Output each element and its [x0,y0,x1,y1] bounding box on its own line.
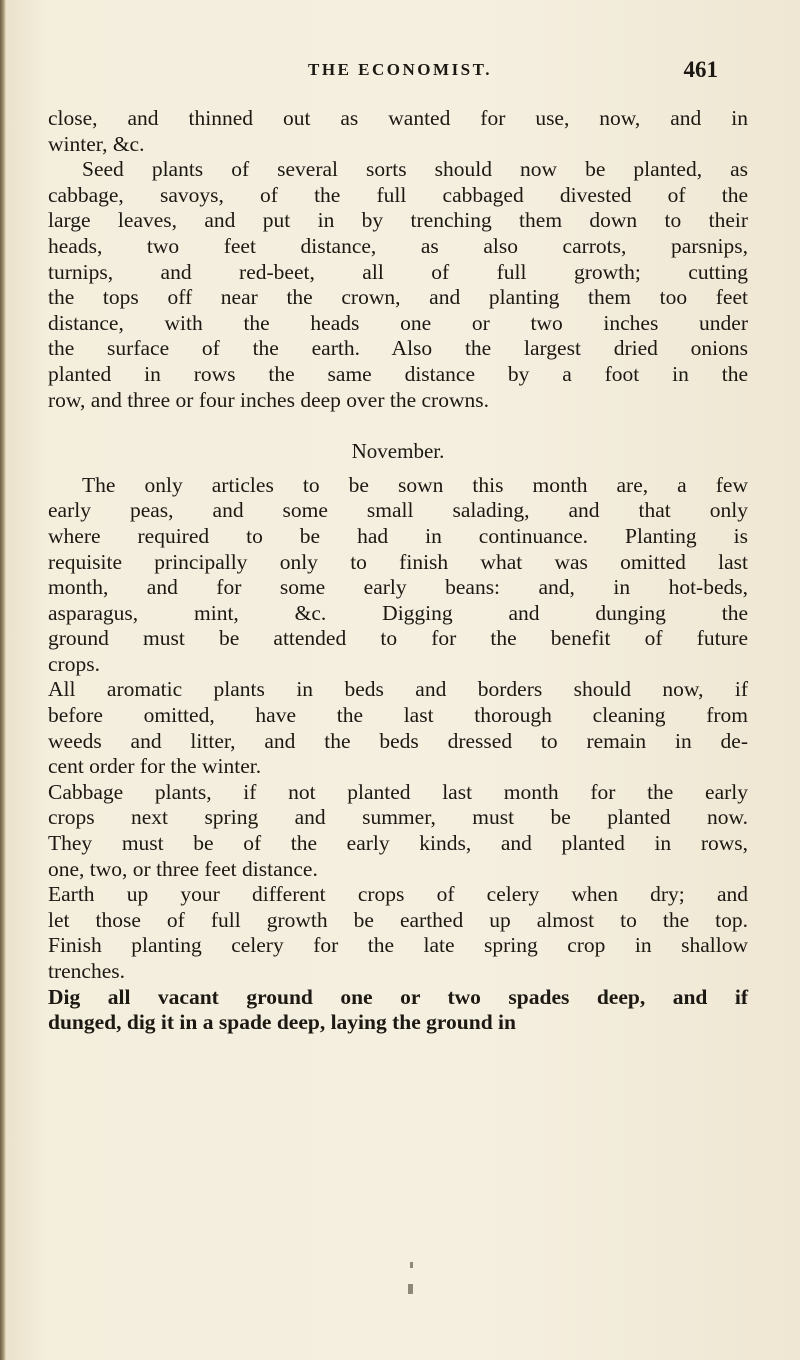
binding-edge [0,0,6,1360]
text-line: asparagus, mint, &c. Digging and dunging the [48,600,748,625]
body-text [48,106,748,1036]
text-line: cent order for the winter. [48,754,262,779]
text-line: large leaves, and put in by trenching them down to their [48,208,748,233]
page-header [0,57,800,90]
text-line: turnips, and red-beet, all of full growth; cutting [48,259,748,284]
text-line: Seed plants of several sorts should now be planted, as [82,157,748,182]
text-line: crops next spring and summer, must be planted now. [48,805,748,830]
running-head: THE ECONOMIST. [308,60,492,79]
page-number: 461 [683,57,718,82]
text-line: heads, two feet distance, as also carrots, parsnips, [48,233,748,258]
text-line: trenches. [48,959,126,983]
section-heading: November. [351,439,445,464]
text-line: winter, &c. [48,131,145,156]
text-line: close, and thinned out as wanted for use, now, and in [48,106,748,130]
text-line: one, two, or three feet distance. [48,856,318,881]
text-line: row, and three or four inches deep over the crowns. [48,387,489,412]
text-line: Dig all vacant ground one or two spades deep, and if [48,984,748,1009]
ink-speck [410,1262,413,1268]
text-line: The only articles to be sown this month are, a few [82,472,748,497]
text-line: the surface of the earth. Also the largest dried onions [48,336,748,361]
text-line: Cabbage plants, if not planted last month for the early [48,779,748,804]
text-line: dunged, dig it in a spade deep, laying the ground in [48,1010,516,1035]
text-line: All aromatic plants in beds and borders should now, if [48,677,748,702]
text-line: let those of full growth be earthed up almost to the top. [48,907,748,932]
text-line: month, and for some early beans: and, in hot-beds, [48,575,748,600]
text-line: where required to be had in continuance. Planting is [48,523,748,548]
text-line: planted in rows the same distance by a foot in the [48,361,748,386]
text-line: Earth up your different crops of celery when dry; and [48,882,748,907]
text-line: before omitted, have the last thorough cleaning from [48,703,748,728]
text-line: distance, with the heads one or two inches under [48,310,748,335]
text-line: early peas, and some small salading, and that only [48,498,748,523]
text-line: Finish planting celery for the late spring crop in shallow [48,933,748,958]
text-line: the tops off near the crown, and planting them too feet [48,285,748,310]
ink-speck [408,1284,413,1294]
text-line: cabbage, savoys, of the full cabbaged divested of the [48,182,748,207]
text-line: They must be of the early kinds, and planted in rows, [48,831,748,856]
text-line: weeds and litter, and the beds dressed to remain in de- [48,728,748,753]
text-line: ground must be attended to for the benefit of future [48,626,748,651]
text-line: crops. [48,651,100,676]
text-line: requisite principally only to finish what was omitted last [48,549,748,574]
